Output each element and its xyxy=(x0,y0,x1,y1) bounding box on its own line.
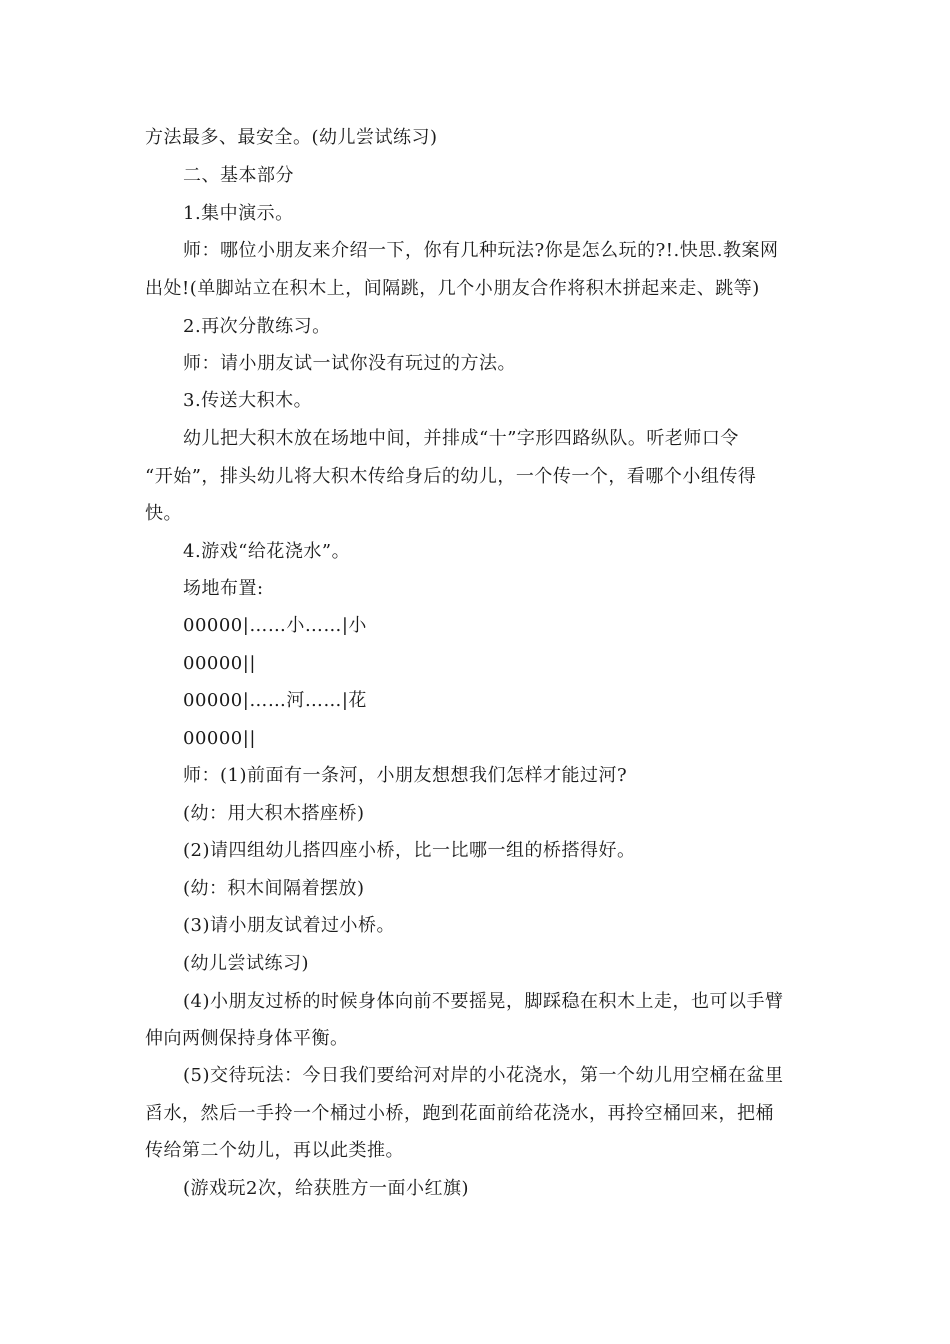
text-line-13: 场地布置: xyxy=(183,578,264,599)
section-heading-basic-part: 二、基本部分 xyxy=(183,165,294,186)
text-line-5: 出处!(单脚站立在积木上，间隔跳，几个小朋友合作将积木拼起来走、跳等) xyxy=(145,278,760,299)
text-line-7: 师：请小朋友试一试你没有玩过的方法。 xyxy=(183,353,516,374)
text-line-28: 传给第二个幼儿，再以此类推。 xyxy=(145,1140,404,1161)
text-line-22: (3)请小朋友试着过小桥。 xyxy=(183,915,395,936)
text-line-1: 方法最多、最安全。(幼儿尝试练习) xyxy=(145,127,438,148)
step-heading-4: 4.游戏“给花浇水”。 xyxy=(183,541,351,562)
text-line-18: 师：(1)前面有一条河，小朋友想想我们怎样才能过河? xyxy=(183,765,628,786)
text-line-10: “开始”，排头幼儿将大积木传给身后的幼儿，一个传一个，看哪个小组传得 xyxy=(145,466,757,487)
layout-row-2: 00000|| xyxy=(183,653,256,674)
text-line-4: 师：哪位小朋友来介绍一下，你有几种玩法?你是怎么玩的?!.快思.教案网 xyxy=(183,240,779,261)
layout-row-4: 00000|| xyxy=(183,728,256,749)
text-line-27: 舀水，然后一手拎一个桶过小桥，跑到花面前给花浇水，再拎空桶回来，把桶 xyxy=(145,1103,774,1124)
step-heading-1: 1.集中演示。 xyxy=(183,203,294,224)
text-line-26: (5)交待玩法：今日我们要给河对岸的小花浇水，第一个幼儿用空桶在盆里 xyxy=(183,1065,784,1086)
text-line-24: (4)小朋友过桥的时候身体向前不要摇晃，脚踩稳在积木上走，也可以手臂 xyxy=(183,991,784,1012)
text-line-19: (幼：用大积木搭座桥) xyxy=(183,803,365,824)
layout-row-1: 00000|……小……|小 xyxy=(183,615,367,636)
text-line-25: 伸向两侧保持身体平衡。 xyxy=(145,1028,349,1049)
step-heading-3: 3.传送大积木。 xyxy=(183,390,313,411)
layout-row-3: 00000|……河……|花 xyxy=(183,690,367,711)
step-heading-2: 2.再次分散练习。 xyxy=(183,316,331,337)
text-line-29: (游戏玩2次，给获胜方一面小红旗) xyxy=(183,1178,469,1199)
text-line-21: (幼：积木间隔着摆放) xyxy=(183,878,365,899)
text-line-11: 快。 xyxy=(145,503,182,524)
text-line-23: (幼儿尝试练习) xyxy=(183,953,310,974)
text-line-20: (2)请四组幼儿搭四座小桥，比一比哪一组的桥搭得好。 xyxy=(183,840,636,861)
text-line-9: 幼儿把大积木放在场地中间，并排成“十”字形四路纵队。听老师口令 xyxy=(183,428,739,449)
